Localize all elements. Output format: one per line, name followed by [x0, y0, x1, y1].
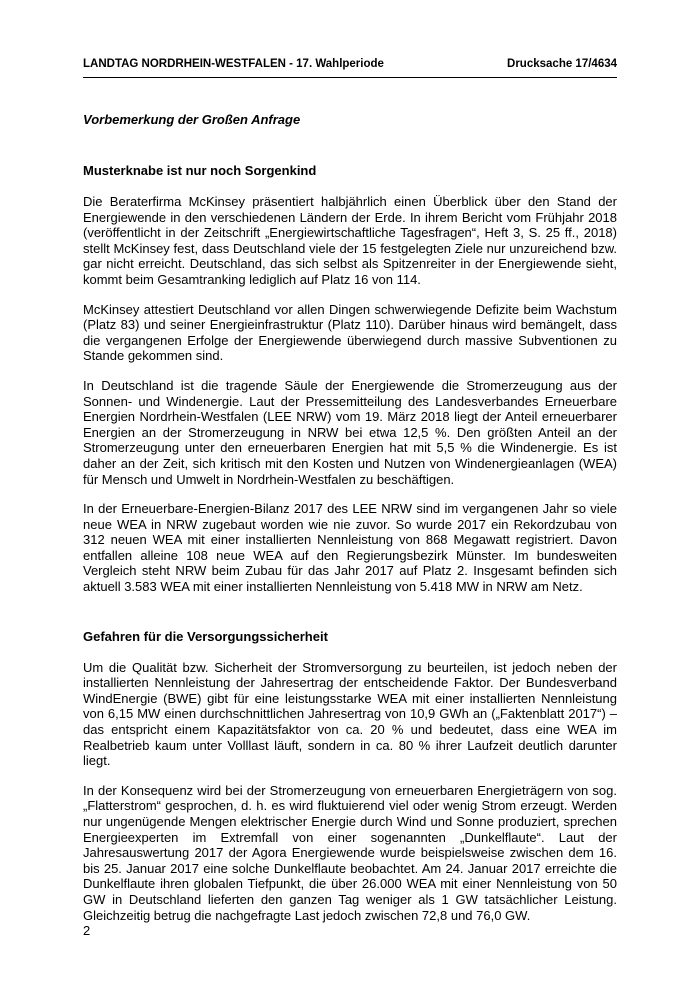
header-parliament-title: LANDTAG NORDRHEIN-WESTFALEN - 17. Wahlperiode: [83, 58, 384, 70]
section1-paragraph-3: In Deutschland ist die tragende Säule der Energiewende die Stromerzeugung aus der Sonnen- und Windenergie. Laut der Pressemitteilung des Landesverbandes Erneuerbare Energien Nordrhein-Westfalen (LEE NRW) vom 19. März 2018 liegt der Anteil erneuerbarer Energien an der Stromerzeugung in NRW bei etwa 12,5 %. Den größten Anteil an der Stromerzeugung unter den erneuerbaren Energien hat mit 5,5 % die Windenergie. Es ist daher an der Zeit, sich kritisch mit den Kosten und Nutzen von Windenergieanlagen (WEA) für Mensch und Umwelt in Nordrhein-Westfalen zu beschäftigen.: [83, 377, 617, 487]
section2-paragraph-2: In der Konsequenz wird bei der Stromerzeugung von erneuerbaren Energieträgern von sog. „Flatterstrom“ gesprochen, d. h. es wird fluktuierend viel oder wenig Strom erzeugt. Werden nur ungenügende Mengen elektrischer Energie durch Wind und Sonne produziert, sprechen Energieexperten im Extremfall von einer sogenannten „Dunkelflaute“. Laut der Jahresauswertung 2017 der Agora Energiewende wurde beispielsweise zwischen dem 16. bis 25. Januar 2017 eine solche Dunkelflaute beobachtet. Am 24. Januar 2017 erreichte die Dunkelflaute ihren globalen Tiefpunkt, die über 26.000 WEA mit einer Nennleistung von 50 GW in Deutschland lieferten den ganzen Tag weniger als 1 GW tatsächlicher Leistung. Gleichzeitig betrug die nachgefragte Last jedoch zwischen 72,8 und 76,0 GW.: [83, 782, 617, 923]
page-number: 2: [83, 923, 91, 938]
document-header: [83, 58, 617, 78]
section1-paragraph-4: In der Erneuerbare-Energien-Bilanz 2017 des LEE NRW sind im vergangenen Jahr so viele neue WEA in NRW zugebaut worden wie nie zuvor. So wurde 2017 ein Rekordzubau von 312 neuen WEA mit einer installierten Nennleistung von 868 Megawatt registriert. Davon entfallen alleine 108 neue WEA auf den Regierungsbezirk Münster. Im bundesweiten Vergleich steht NRW beim Zubau für das Jahr 2017 auf Platz 2. Insgesamt befinden sich aktuell 3.583 WEA mit einer installierten Nennleistung von 5.418 MW in NRW am Netz.: [83, 501, 617, 595]
section1-paragraph-1: Die Beraterfirma McKinsey präsentiert halbjährlich einen Überblick über den Stand der Energiewende in den verschiedenen Ländern der Erde. In ihrem Bericht vom Frühjahr 2018 (veröffentlicht in der Zeitschrift „Energiewirtschaftliche Tagesfragen“, Heft 3, S. 25 ff., 2018) stellt McKinsey fest, dass Deutschland viele der 15 festgelegten Ziele nur unzureichend bzw. gar nicht erreicht. Deutschland, das sich selbst als Spitzenreiter in der Energiewende sieht, kommt beim Gesamtranking lediglich auf Platz 16 von 114.: [83, 194, 617, 287]
preface-title: Vorbemerkung der Großen Anfrage: [83, 112, 301, 127]
header-drucksache-number: Drucksache 17/4634: [507, 58, 617, 70]
section1-heading: Musterknabe ist nur noch Sorgenkind: [83, 163, 317, 178]
section2-paragraph-1: Um die Qualität bzw. Sicherheit der Stromversorgung zu beurteilen, ist jedoch neben der installierten Nennleistung der Jahresertrag der entscheidende Faktor. Der Bundesverband WindEnergie (BWE) gibt für eine leistungsstarke WEA mit einer installierten Nennleistung von 6,15 MW einen durchschnittlichen Jahresertrag von 10,9 GWh an („Faktenblatt 2017“) – das entspricht einem Kapazitätsfaktor von ca. 20 % und bedeutet, dass eine WEA im Realbetrieb kaum unter Volllast läuft, sondern in ca. 80 % ihrer Laufzeit deutlich darunter liegt.: [83, 659, 617, 769]
section2-heading: Gefahren für die Versorgungssicherheit: [83, 628, 328, 644]
section1-paragraph-2: McKinsey attestiert Deutschland vor allen Dingen schwerwiegende Defizite beim Wachstum (Platz 83) und seiner Energieinfrastruktur (Platz 110). Darüber hinaus wird bemängelt, dass die vergangenen Erfolge der Energiewende überwiegend durch massive Subventionen zu Stande gekommen sind.: [83, 301, 617, 364]
